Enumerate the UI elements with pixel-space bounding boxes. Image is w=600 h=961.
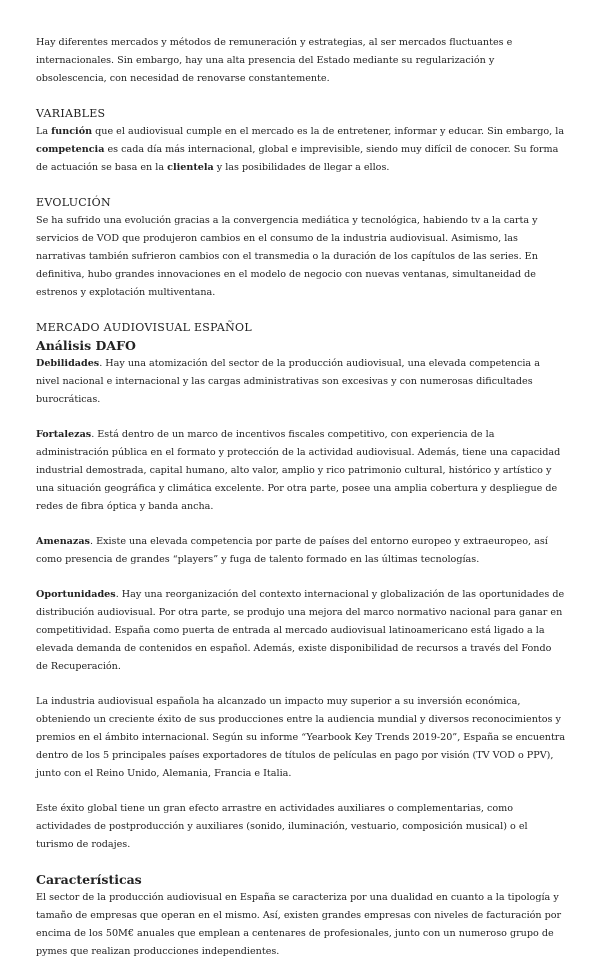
document-page bbox=[36, 34, 566, 961]
variables-heading: VARIABLES bbox=[36, 107, 106, 120]
oportunidades-paragraph: Oportunidades. Hay una reorganización del contexto internacional y globalización de las oportunidades de distribución audiovisual. Por otra parte, se produjo una mejora del marco normativo nacional para ganar en competitividad. España como puerta de entrada al mercado audiovisual latinoamericano está ligado a la elevada demanda de contenidos en español. Además, existe disponibilidad de recursos a través del Fondo de Recuperación. bbox=[36, 589, 565, 672]
caracteristicas-paragraph: El sector de la producción audiovisual en España se caracteriza por una dualidad en cuanto a la tipología y tamaño de empresas que operan en el mismo. Así, existen grandes empresas con niveles de facturación por encima de los 50M€ anuales que emplean a centenares de profesionales, junto con un numeroso grupo de pymes que realizan producciones independientes. bbox=[36, 892, 562, 957]
debilidades-paragraph: Debilidades. Hay una atomización del sector de la producción audiovisual, una elevada competencia a nivel nacional e internacional y las cargas administrativas son excesivas y con numerosas dificultades burocráticas. bbox=[36, 358, 540, 405]
evolucion-heading: EVOLUCIÓN bbox=[36, 196, 111, 209]
mercado-heading: MERCADO AUDIOVISUAL ESPAÑOL bbox=[36, 321, 252, 334]
debilidades-label: Debilidades bbox=[36, 358, 100, 369]
funcion-term: función bbox=[51, 126, 93, 137]
amenazas-paragraph: Amenazas. Existe una elevada competencia por parte de países del entorno europeo y extraeuropeo, así como presencia de grandes “players” y fuga de talento formado en las últimas tecnologías. bbox=[36, 536, 548, 565]
intro-paragraph: Hay diferentes mercados y métodos de remuneración y estrategias, al ser mercados fluctuantes e internacionales. Sin embargo, hay una alta presencia del Estado mediante su regularización y obsolescencia, con necesidad de renovarse constantemente. bbox=[36, 37, 513, 84]
fortalezas-label: Fortalezas bbox=[36, 429, 92, 440]
caracteristicas-title: Características bbox=[36, 872, 142, 887]
amenazas-label: Amenazas bbox=[36, 536, 90, 547]
exito-paragraph: Este éxito global tiene un gran efecto arrastre en actividades auxiliares o complementarias, como actividades de postproducción y auxiliares (sonido, iluminación, vestuario, composición musical) o el turismo de rodajes. bbox=[36, 803, 528, 850]
competencia-term: competencia bbox=[36, 144, 105, 155]
dafo-title: Análisis DAFO bbox=[36, 338, 136, 353]
variables-paragraph: La función que el audiovisual cumple en el mercado es la de entretener, informar y educar. Sin embargo, la competencia es cada día más internacional, global e imprevisible, siendo muy difícil de conocer. Su forma de actuación se basa en la clientela y las posibilidades de llegar a ellos. bbox=[36, 126, 565, 173]
industria-paragraph: La industria audiovisual española ha alcanzado un impacto muy superior a su inversión económica, obteniendo un creciente éxito de sus producciones entre la audiencia mundial y diversos reconocimientos y premios en el ámbito internacional. Según su informe “Yearbook Key Trends 2019-20”, España se encuentra dentro de los 5 principales países exportadores de títulos de películas en pago por visión (TV VOD o PPV), junto con el Reino Unido, Alemania, Francia e Italia. bbox=[36, 696, 566, 779]
fortalezas-paragraph: Fortalezas. Está dentro de un marco de incentivos fiscales competitivo, con experiencia de la administración pública en el formato y protección de la actividad audiovisual. Además, tiene una capacidad industrial demostrada, capital humano, alto valor, amplio y rico patrimonio cultural, histórico y artístico y una situación geográfica y climática excelente. Por otra parte, posee una amplia cobertura y despliegue de redes de fibra óptica y banda ancha. bbox=[36, 429, 561, 512]
clientela-term: clientela bbox=[167, 162, 214, 173]
evolucion-paragraph: Se ha sufrido una evolución gracias a la convergencia mediática y tecnológica, habiendo tv a la carta y servicios de VOD que produjeron cambios en el consumo de la industria audiovisual. Asimismo, las narrativas también sufrieron cambios con el transmedia o la duración de los capítulos de las series. En definitiva, hubo grandes innovaciones en el modelo de negocio con nuevas ventanas, simultaneidad de estrenos y explotación multiventana. bbox=[36, 215, 538, 298]
oportunidades-label: Oportunidades bbox=[36, 589, 116, 600]
